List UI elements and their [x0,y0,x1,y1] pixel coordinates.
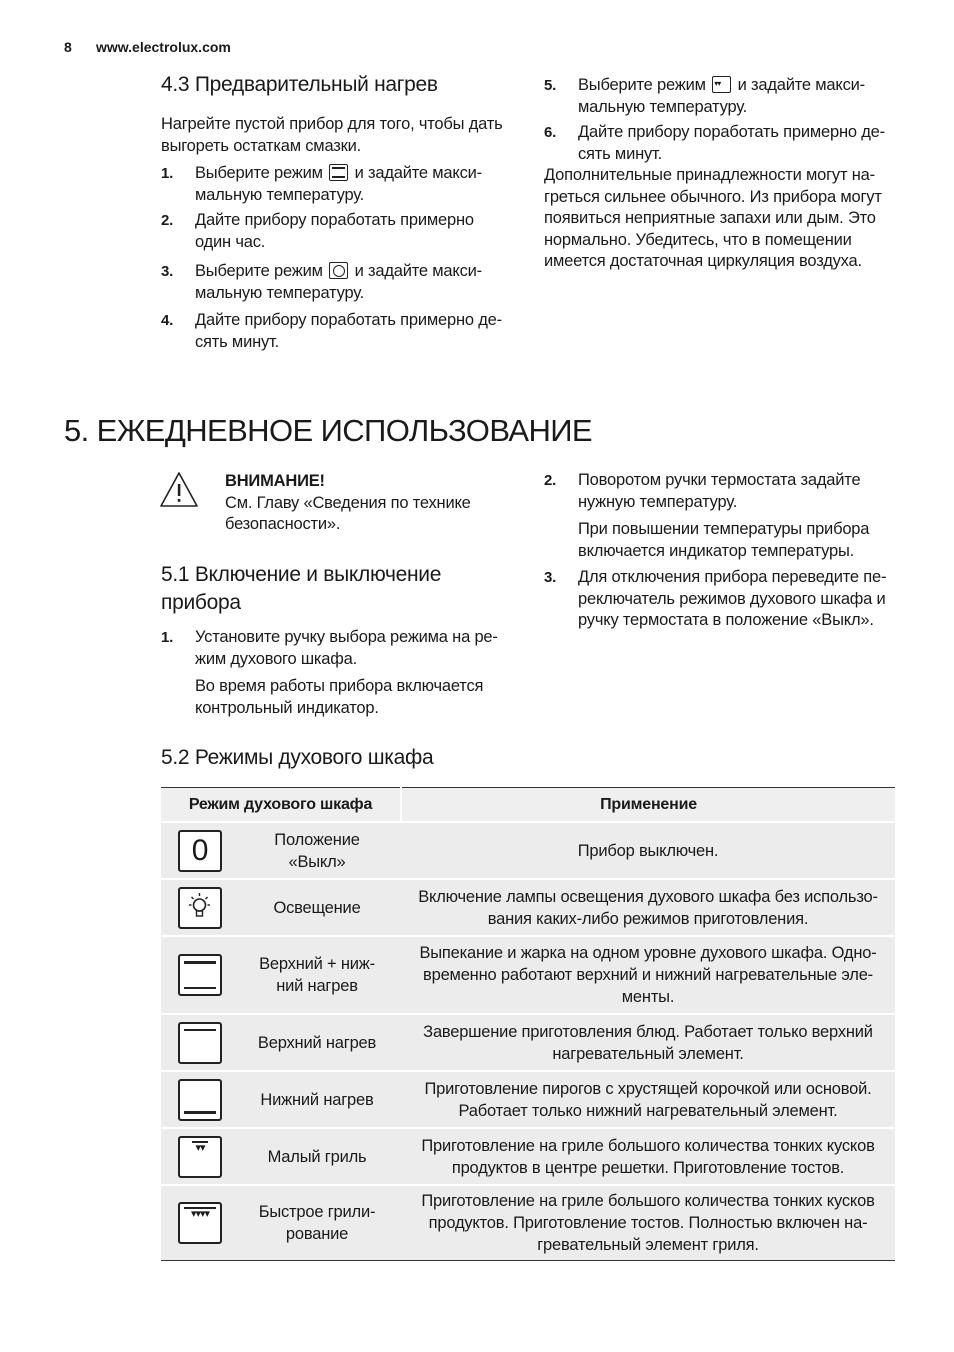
step-text: Дайте прибору поработать примерно де- [195,311,502,329]
step-number: 6. [544,124,557,141]
column-header-mode: Режим духового шкафа [161,788,401,823]
use-text: Выпекание и жарка на одном уровне духового шкафа. Одно- [419,944,877,962]
icon-cell [161,1128,233,1185]
step-text: мальную температуру. [195,185,365,204]
use-text: продуктов. Приготовление тостов. Полностью включен на- [428,1213,868,1232]
mode-cell [233,936,401,1014]
use-text: менты. [621,988,675,1006]
mode-label: Верхний + ниж- [259,955,375,973]
mode-label: Верхний нагрев [257,1033,377,1052]
small-grill-icon: ▾▾ [178,1136,222,1178]
section-4-3-heading [161,73,438,97]
list-item [544,75,904,118]
use-text: Работает только нижний нагревательный элемент. [458,1101,838,1120]
list-item [544,470,904,562]
lamp-icon [178,887,222,929]
mode-cell [233,1128,401,1185]
mode-cell [233,822,401,879]
mode-cell [233,1014,401,1071]
section-title: Предварительный нагрев [194,73,438,96]
fast-grill-icon: ▾▾▾▾ [178,1202,222,1244]
use-cell [401,1185,895,1260]
mode-cell [233,1185,401,1260]
warning-text: безопасности». [225,515,341,533]
step-text: сять минут. [195,332,279,351]
mode-label: Положение [274,830,360,849]
use-cell [401,1071,895,1128]
note-line: нормально. Убедитесь, что в помещении [544,230,852,249]
icon-cell [161,1185,233,1260]
step-number: 5. [544,77,557,94]
section-number: 5.2 [161,746,190,769]
icon-cell [161,879,233,936]
icon-cell [161,1014,233,1071]
mode-label: Быстрое грили- [258,1202,376,1221]
oven-modes-table [161,787,895,1261]
use-text: гревательный элемент гриля. [537,1235,759,1254]
step-number: 3. [161,263,174,280]
table-row [161,936,895,1014]
conventional-heating-icon [329,164,348,181]
use-text: продуктов в центре решетки. Приготовление тостов. [451,1158,845,1177]
mode-label: «Выкл» [288,852,346,871]
step-number: 2. [544,472,557,489]
column-header-use: Применение [401,788,895,823]
use-text: нагревательный элемент. [552,1044,744,1063]
use-cell [401,1128,895,1185]
step-text: мальную температуру. [578,97,748,116]
icon-cell [161,936,233,1014]
use-text: Приготовление на гриле большого количества тонких кусков [421,1136,875,1155]
section-title: Режимы духового шкафа [194,746,434,769]
step-text: нужную температуру. [578,492,738,511]
warning-title: ВНИМАНИЕ! [225,472,325,490]
step-number: 3. [544,569,557,586]
note-line: Дополнительные принадлежности могут на- [544,166,875,184]
mode-label: Нижний нагрев [260,1090,374,1109]
step-text: Дайте прибору поработать примерно [195,211,474,229]
note-line: греться сильнее обычного. Из прибора могут [544,187,882,206]
warning-block [225,471,525,536]
note-paragraph [544,165,904,273]
table-header-row [161,788,895,823]
step-text: Выберите режим [195,262,323,280]
list-item [544,122,904,165]
step-text: Во время работы прибора включается [195,677,484,695]
step-text: сять минут. [578,144,662,163]
top-bottom-heat-icon [178,954,222,996]
intro-line: выгореть остаткам смазки. [161,136,362,155]
table-row [161,1014,895,1071]
step-text: Установите ручку выбора режима на ре- [195,628,498,646]
use-text: вания каких-либо режимов приготовления. [487,909,809,928]
section-4-3-intro [161,114,521,157]
bottom-heat-icon [178,1079,222,1121]
step-text: и задайте макси- [354,262,482,280]
table-row [161,1071,895,1128]
step-text: Для отключения прибора переведите пе- [578,568,887,586]
fan-icon [329,262,348,279]
step-number: 1. [161,629,174,646]
step-text: реключатель режимов духового шкафа и [578,589,886,608]
use-cell [401,1014,895,1071]
site-url[interactable]: www.electrolux.com [96,39,231,55]
list-item [161,310,521,353]
note-line: появиться неприятные запахи или дым. Это [544,209,876,227]
step-text: Выберите режим [195,164,323,182]
use-cell [401,936,895,1014]
warning-text: См. Главу «Сведения по технике [225,493,471,512]
mode-label: ний нагрев [276,977,358,995]
section-5-1-heading [161,561,441,617]
mode-label: Малый гриль [267,1147,367,1166]
section-5-2-heading [161,746,433,770]
top-heat-icon [178,1022,222,1064]
use-cell [401,879,895,936]
section-title: Включение и выключение [194,563,442,586]
use-text: временно работают верхний и нижний нагревательные эле- [423,966,873,984]
warning-triangle-icon [158,470,200,510]
step-text: включается индикатор температуры. [578,541,855,560]
table-row [161,822,895,879]
step-text: один час. [195,232,266,251]
icon-cell [161,1071,233,1128]
step-text: Выберите режим [578,76,706,94]
step-text: При повышении температуры прибора [578,520,870,538]
use-text: Приготовление на гриле большого количества тонких кусков [421,1191,875,1210]
list-item [161,627,521,719]
intro-line: Нагрейте пустой прибор для того, чтобы дать [161,115,503,133]
table-row [161,1128,895,1185]
use-text: Завершение приготовления блюд. Работает только верхний [423,1022,873,1041]
step-text: жим духового шкафа. [195,649,358,668]
table-row [161,879,895,936]
step-text: ручку термостата в положение «Выкл». [578,611,874,629]
list-item [161,210,521,253]
list-item [161,261,521,304]
step-text: мальную температуру. [195,283,365,302]
section-number: 4.3 [161,73,190,96]
step-text: Поворотом ручки термостата задайте [578,471,861,489]
step-number: 4. [161,312,174,329]
section-number: 5.1 [161,563,190,586]
chapter-title: ЕЖЕДНЕВНОЕ ИСПОЛЬЗОВАНИЕ [96,413,592,448]
table-row [161,1185,895,1260]
step-number: 2. [161,212,174,229]
note-line: имеется достаточная циркуляция воздуха. [544,252,862,270]
list-item [161,163,521,206]
use-text: Включение лампы освещения духового шкафа без использо- [418,887,878,906]
off-position-icon: 0 [178,830,222,872]
step-number: 1. [161,165,174,182]
mode-label: рование [285,1224,349,1243]
icon-cell [161,822,233,879]
use-text: Приготовление пирогов с хрустящей корочкой или основой. [424,1079,872,1098]
grill-icon [712,76,731,93]
use-text: Прибор выключен. [577,841,719,860]
use-cell [401,822,895,879]
mode-cell [233,1071,401,1128]
page-number: 8 [64,39,72,55]
chapter-number: 5. [64,413,89,448]
step-text: и задайте макси- [737,76,865,94]
chapter-heading [64,413,592,449]
mode-label: Освещение [273,898,361,917]
section-title: прибора [161,591,241,614]
step-text: контрольный индикатор. [195,698,379,717]
step-text: Дайте прибору поработать примерно де- [578,123,885,141]
mode-cell [233,879,401,936]
list-item [544,567,904,632]
step-text: и задайте макси- [354,164,482,182]
